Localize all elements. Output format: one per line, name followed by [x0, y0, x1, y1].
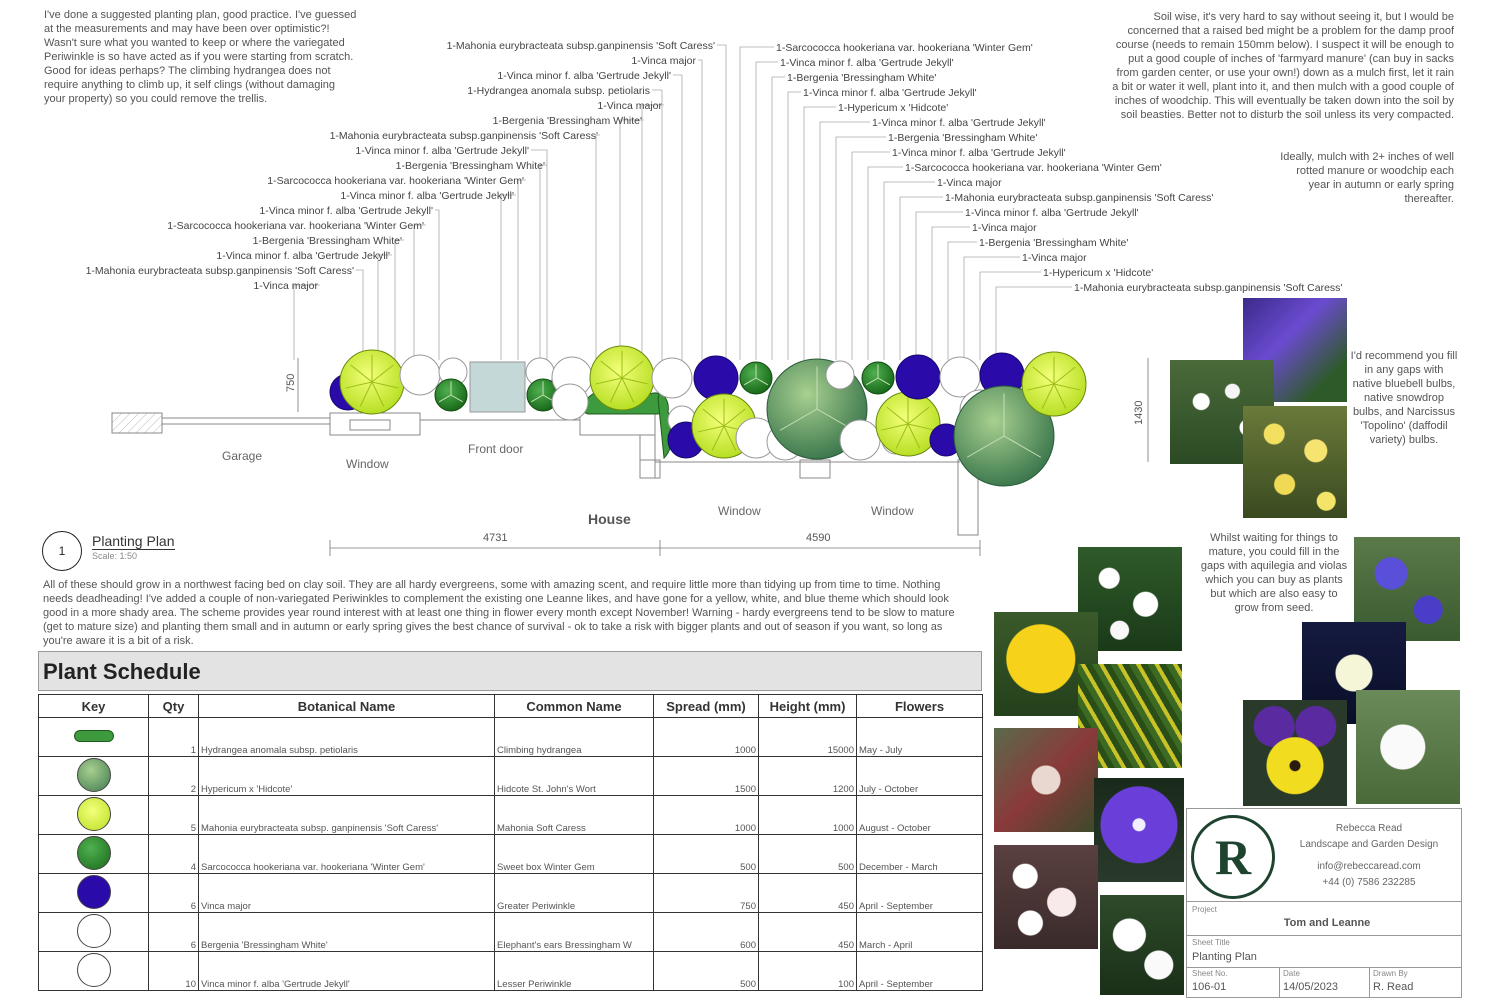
cell-height: 450: [759, 874, 857, 913]
key-swatch-bergenia: [77, 914, 111, 948]
schedule-title: Plant Schedule: [38, 651, 982, 691]
table-row: [39, 913, 983, 952]
cell-spread: 600: [654, 913, 759, 952]
leader-line: [980, 272, 1041, 360]
plant-sar: [862, 362, 894, 394]
leader-line: [772, 77, 785, 360]
plant-w: [652, 358, 692, 398]
plant-label: 1-Bergenia 'Bressingham White': [787, 72, 937, 84]
designer-name: Rebecca Read: [1335, 823, 1403, 834]
cell-qty: 6: [149, 913, 199, 952]
cell-height: 1000: [759, 796, 857, 835]
plant-label: 1-Vinca major: [253, 280, 318, 292]
leader-line: [698, 60, 702, 360]
sarcococca-photo: [994, 728, 1098, 832]
plant-label: 1-Sarcococca hookeriana var. hookeriana 'Winter Gem': [267, 175, 524, 187]
vinca-major-photo: [1094, 778, 1184, 882]
cell-qty: 10: [149, 952, 199, 991]
cell-spread: 500: [654, 952, 759, 991]
plant-symbols: [330, 346, 1086, 486]
narcissus-photo: [1243, 406, 1347, 518]
dim-width-left: 4731: [483, 532, 508, 544]
plant-label: 1-Bergenia 'Bressingham White': [979, 237, 1129, 249]
table-row: [39, 718, 983, 757]
leader-line: [356, 270, 363, 360]
plant-label: 1-Vinca minor f. alba 'Gertrude Jekyll': [780, 57, 954, 69]
key-cell: [39, 952, 149, 991]
note-bulbs: I'd recommend you fill in any gaps with native bluebell bulbs, native snowdrop bulbs, and Narcissus 'Topolino' (daffodil variety) bulbs.: [1350, 350, 1458, 446]
front-door-label: Front door: [468, 442, 524, 456]
leader-line: [836, 137, 886, 360]
schedule-col-header: Key: [39, 695, 149, 718]
cell-height: 100: [759, 952, 857, 991]
leader-line: [717, 45, 726, 360]
plant-w: [552, 384, 588, 420]
date: 14/05/2023: [1283, 981, 1339, 993]
dim-depth-right: 1430: [1133, 400, 1145, 425]
vinca-minor-photo: [1100, 895, 1184, 995]
table-row: [39, 874, 983, 913]
cell-botanical: Sarcococca hookeriana var. hookeriana 'Winter Gem': [199, 835, 495, 874]
leader-line: [596, 135, 600, 360]
plant-w: [840, 420, 880, 460]
table-row: [39, 835, 983, 874]
aquilegia-white-photo: [1356, 690, 1460, 804]
plant-schedule: [38, 651, 982, 991]
plant-label: 1-Vinca major: [631, 55, 696, 67]
key-cell: [39, 718, 149, 757]
key-swatch-mahonia: [77, 797, 111, 831]
plan-title: Planting Plan: [92, 533, 175, 549]
plant-label: 1-Vinca major: [597, 100, 662, 112]
title-block: [1186, 808, 1462, 998]
schedule-col-header: Flowers: [857, 695, 983, 718]
plant-label: 1-Vinca major: [937, 177, 1002, 189]
leader-line: [948, 242, 977, 360]
leader-line: [820, 122, 870, 360]
leader-line: [884, 182, 935, 360]
plant-label: 1-Bergenia 'Bressingham White': [888, 132, 1038, 144]
cell-botanical: Hypericum x 'Hidcote': [199, 757, 495, 796]
plant-vm: [694, 356, 738, 400]
cell-height: 500: [759, 835, 857, 874]
cell-spread: 500: [654, 835, 759, 874]
plant-label: 1-Vinca minor f. alba 'Gertrude Jekyll': [803, 87, 977, 99]
plant-w: [400, 355, 440, 395]
table-row: [39, 757, 983, 796]
plant-label: 1-Bergenia 'Bressingham White': [252, 235, 402, 247]
schedule-table: [38, 694, 983, 991]
table-row: [39, 952, 983, 991]
cell-height: 1200: [759, 757, 857, 796]
cell-botanical: Vinca minor f. alba 'Gertrude Jekyll': [199, 952, 495, 991]
viola-photo: [1243, 700, 1347, 806]
plant-labels-left: [86, 40, 715, 292]
cell-spread: 1500: [654, 757, 759, 796]
cell-qty: 2: [149, 757, 199, 796]
cell-botanical: Hydrangea anomala subsp. petiolaris: [199, 718, 495, 757]
project-name: Tom and Leanne: [1283, 917, 1371, 929]
plant-label: 1-Sarcococca hookeriana var. hookeriana 'Winter Gem': [776, 42, 1033, 54]
house-label: House: [588, 511, 631, 527]
leader-line: [900, 197, 943, 360]
company-email: info@rebeccaread.com: [1317, 861, 1421, 872]
key-cell: [39, 757, 149, 796]
cell-spread: 1000: [654, 796, 759, 835]
plant-label: 1-Vinca minor f. alba 'Gertrude Jekyll': [872, 117, 1046, 129]
note-soil: Soil wise, it's very hard to say without seeing it, but I would be concerned that a raised bed might be a problem for the damp proof course (needs to remain 150mm below). I suspect it will be enough to put a good couple of inches of 'farmyard manure' (can buy in sacks from garden center, or use your own!) down as a mulch first, let it rain a bit or water it well, plant into it, and then mulch with a good couple of inches of woodchip. This will eventually be taken down into the soil by soil beasties. Better not to disturb the soil unless its very compacted.: [1112, 11, 1454, 121]
cell-common: Greater Periwinkle: [495, 874, 654, 913]
plant-sar: [435, 379, 467, 411]
leader-line: [435, 210, 439, 360]
dim-depth-left: 750: [285, 373, 297, 392]
plant-label: 1-Vinca minor f. alba 'Gertrude Jekyll': [965, 207, 1139, 219]
leader-line: [740, 47, 774, 360]
cell-height: 15000: [759, 718, 857, 757]
plant-label: 1-Mahonia eurybracteata subsp.ganpinensis 'Soft Caress': [945, 192, 1214, 204]
leader-line: [964, 257, 1020, 360]
bergenia-photo: [994, 845, 1098, 949]
leader-line: [788, 92, 801, 360]
company-phone: +44 (0) 7586 232285: [1322, 877, 1416, 888]
plant-label: 1-Vinca minor f. alba 'Gertrude Jekyll': [497, 70, 671, 82]
leader-line: [620, 120, 644, 360]
project-label: Project: [1192, 905, 1217, 914]
key-cell: [39, 796, 149, 835]
table-row: [39, 796, 983, 835]
garage-label: Garage: [222, 449, 263, 463]
cell-common: Climbing hydrangea: [495, 718, 654, 757]
plant-label: 1-Hypericum x 'Hidcote': [838, 102, 949, 114]
cell-botanical: Vinca major: [199, 874, 495, 913]
plant-w: [826, 361, 854, 389]
leader-line: [868, 167, 903, 360]
window-frame-1: [330, 413, 420, 435]
cell-flowers: May - July: [857, 718, 983, 757]
plant-sar: [740, 362, 772, 394]
drawn-by: R. Read: [1373, 981, 1414, 993]
plant-label: 1-Vinca major: [972, 222, 1037, 234]
cell-common: Hidcote St. John's Wort: [495, 757, 654, 796]
note-mulch: Ideally, mulch with 2+ inches of well rotted manure or woodchip each year in autumn or early spring thereafter.: [1280, 151, 1454, 205]
leader-line: [294, 285, 320, 360]
plant-label: 1-Hydrangea anomala subsp. petiolaris: [467, 85, 650, 97]
plant-label: 1-Mahonia eurybracteata subsp.ganpinensis 'Soft Caress': [446, 40, 715, 52]
schedule-header-row: [39, 695, 983, 718]
leader-line: [996, 287, 1072, 360]
cell-common: Mahonia Soft Caress: [495, 796, 654, 835]
window-label-2: Window: [718, 504, 761, 518]
company-logo: R: [1191, 815, 1275, 899]
sheet-title-label: Sheet Title: [1192, 938, 1230, 947]
key-swatch-sarcococca: [77, 836, 111, 870]
cell-botanical: Bergenia 'Bressingham White': [199, 913, 495, 952]
key-cell: [39, 913, 149, 952]
schedule-col-header: Spread (mm): [654, 695, 759, 718]
wall-section: [580, 413, 655, 435]
leader-line: [642, 105, 664, 360]
plant-label: 1-Vinca minor f. alba 'Gertrude Jekyll': [892, 147, 1066, 159]
sheet-no: 106-01: [1192, 981, 1227, 993]
plant-label: 1-Bergenia 'Bressingham White': [492, 115, 642, 127]
leader-line: [531, 150, 547, 360]
leader-line: [540, 165, 547, 360]
plant-vm: [896, 355, 940, 399]
plant-label: 1-Mahonia eurybracteata subsp.ganpinensis 'Soft Caress': [329, 130, 598, 142]
cell-common: Elephant's ears Bressingham W: [495, 913, 654, 952]
plant-label: 1-Vinca minor f. alba 'Gertrude Jekyll': [216, 250, 390, 262]
plant-label: 1-Vinca minor f. alba 'Gertrude Jekyll': [355, 145, 529, 157]
cell-flowers: April - September: [857, 952, 983, 991]
schedule-col-header: Qty: [149, 695, 199, 718]
leader-line: [414, 225, 426, 360]
garage-pillar: [112, 413, 162, 433]
cell-height: 450: [759, 913, 857, 952]
plant-mah: [590, 346, 654, 410]
leader-line: [652, 90, 662, 360]
cell-qty: 5: [149, 796, 199, 835]
front-door-area: [470, 362, 525, 412]
plant-label: 1-Vinca minor f. alba 'Gertrude Jekyll': [259, 205, 433, 217]
schedule-col-header: Common Name: [495, 695, 654, 718]
leader-line: [395, 240, 404, 360]
plant-label: 1-Vinca major: [1022, 252, 1087, 264]
plan-number-badge: 1: [42, 531, 82, 571]
intro-text: All of these should grow in a northwest facing bed on clay soil. They are all hardy evergreens, some with amazing scent, and require little more than tidying up from time to time. Nothing needs deadheading! I've added a couple of non-variegated Periwinkles to complement the existing one Leanne likes, and have gone for a yellow, white, and blue theme which should look good in a more shady area. The scheme provides year round interest with at least one thing in flower every month except November! Warning - hardy evergreens tend to be slow to mature (get to mature size) and planting them small and in autumn or early spring gives the best chance of survival - ok to take a risk with bigger plants and out of season if you want, so long as you're aware it is a bit of a risk.: [43, 579, 955, 647]
leader-line: [756, 62, 778, 360]
schedule-col-header: Botanical Name: [199, 695, 495, 718]
note-top-left: I've done a suggested planting plan, good practice. I've guessed at the measurements and may have been over optimistic?! Wasn't sure what you wanted to keep or where the variegated Periwinkle is so have acted as if you were starting from scratch. Good for ideas perhaps? The climbing hydrangea does not require anything to climb up, it self clings (without damaging your property) so you could remove the trellis.: [44, 9, 357, 105]
plant-label: 1-Sarcococca hookeriana var. hookeriana 'Winter Gem': [167, 220, 424, 232]
cell-flowers: August - October: [857, 796, 983, 835]
cell-flowers: March - April: [857, 913, 983, 952]
cell-spread: 750: [654, 874, 759, 913]
cell-qty: 4: [149, 835, 199, 874]
plant-label: 1-Hypericum x 'Hidcote': [1043, 267, 1154, 279]
leader-line: [916, 212, 963, 360]
window-label-3: Window: [871, 504, 914, 518]
plant-mah: [876, 392, 940, 456]
schedule-col-header: Height (mm): [759, 695, 857, 718]
key-swatch-hypericum: [77, 758, 111, 792]
plant-label: 1-Sarcococca hookeriana var. hookeriana 'Winter Gem': [905, 162, 1162, 174]
company-name: Landscape and Garden Design: [1299, 839, 1439, 850]
key-swatch-hydrangea: [74, 730, 114, 742]
key-cell: [39, 835, 149, 874]
plant-label: 1-Bergenia 'Bressingham White': [395, 160, 545, 172]
cell-flowers: July - October: [857, 757, 983, 796]
plant-mah: [1022, 352, 1086, 416]
plant-mah: [340, 350, 404, 414]
key-cell: [39, 874, 149, 913]
key-swatch-vinca_major: [77, 875, 111, 909]
cell-qty: 1: [149, 718, 199, 757]
drawn-by-label: Drawn By: [1373, 969, 1408, 978]
plant-label: 1-Mahonia eurybracteata subsp.ganpinensis 'Soft Caress': [1074, 282, 1343, 294]
leader-line: [378, 255, 392, 360]
dim-width-right: 4590: [806, 532, 831, 544]
window-label-1: Window: [346, 457, 389, 471]
plant-labels-right: [776, 42, 1342, 294]
key-swatch-vinca_minor: [77, 953, 111, 987]
leader-line: [518, 180, 526, 360]
cell-qty: 6: [149, 874, 199, 913]
leader-line: [501, 195, 516, 360]
sheet-no-label: Sheet No.: [1192, 969, 1228, 978]
plan-scale: Scale: 1:50: [92, 551, 138, 561]
date-label: Date: [1283, 969, 1300, 978]
leader-line: [673, 75, 682, 360]
sheet-title: Planting Plan: [1192, 951, 1257, 963]
plant-label: 1-Mahonia eurybracteata subsp.ganpinensis 'Soft Caress': [85, 265, 354, 277]
note-aquilegia: Whilst waiting for things to mature, you could fill in the gaps with aquilegia and violas which you can buy as plants but which are also easy to grow from seed.: [1200, 532, 1348, 614]
cell-botanical: Mahonia eurybracteata subsp. ganpinensis 'Soft Caress': [199, 796, 495, 835]
cell-common: Sweet box Winter Gem: [495, 835, 654, 874]
cell-flowers: December - March: [857, 835, 983, 874]
cell-common: Lesser Periwinkle: [495, 952, 654, 991]
cell-spread: 1000: [654, 718, 759, 757]
plant-label: 1-Vinca minor f. alba 'Gertrude Jekyll': [340, 190, 514, 202]
cell-flowers: April - September: [857, 874, 983, 913]
